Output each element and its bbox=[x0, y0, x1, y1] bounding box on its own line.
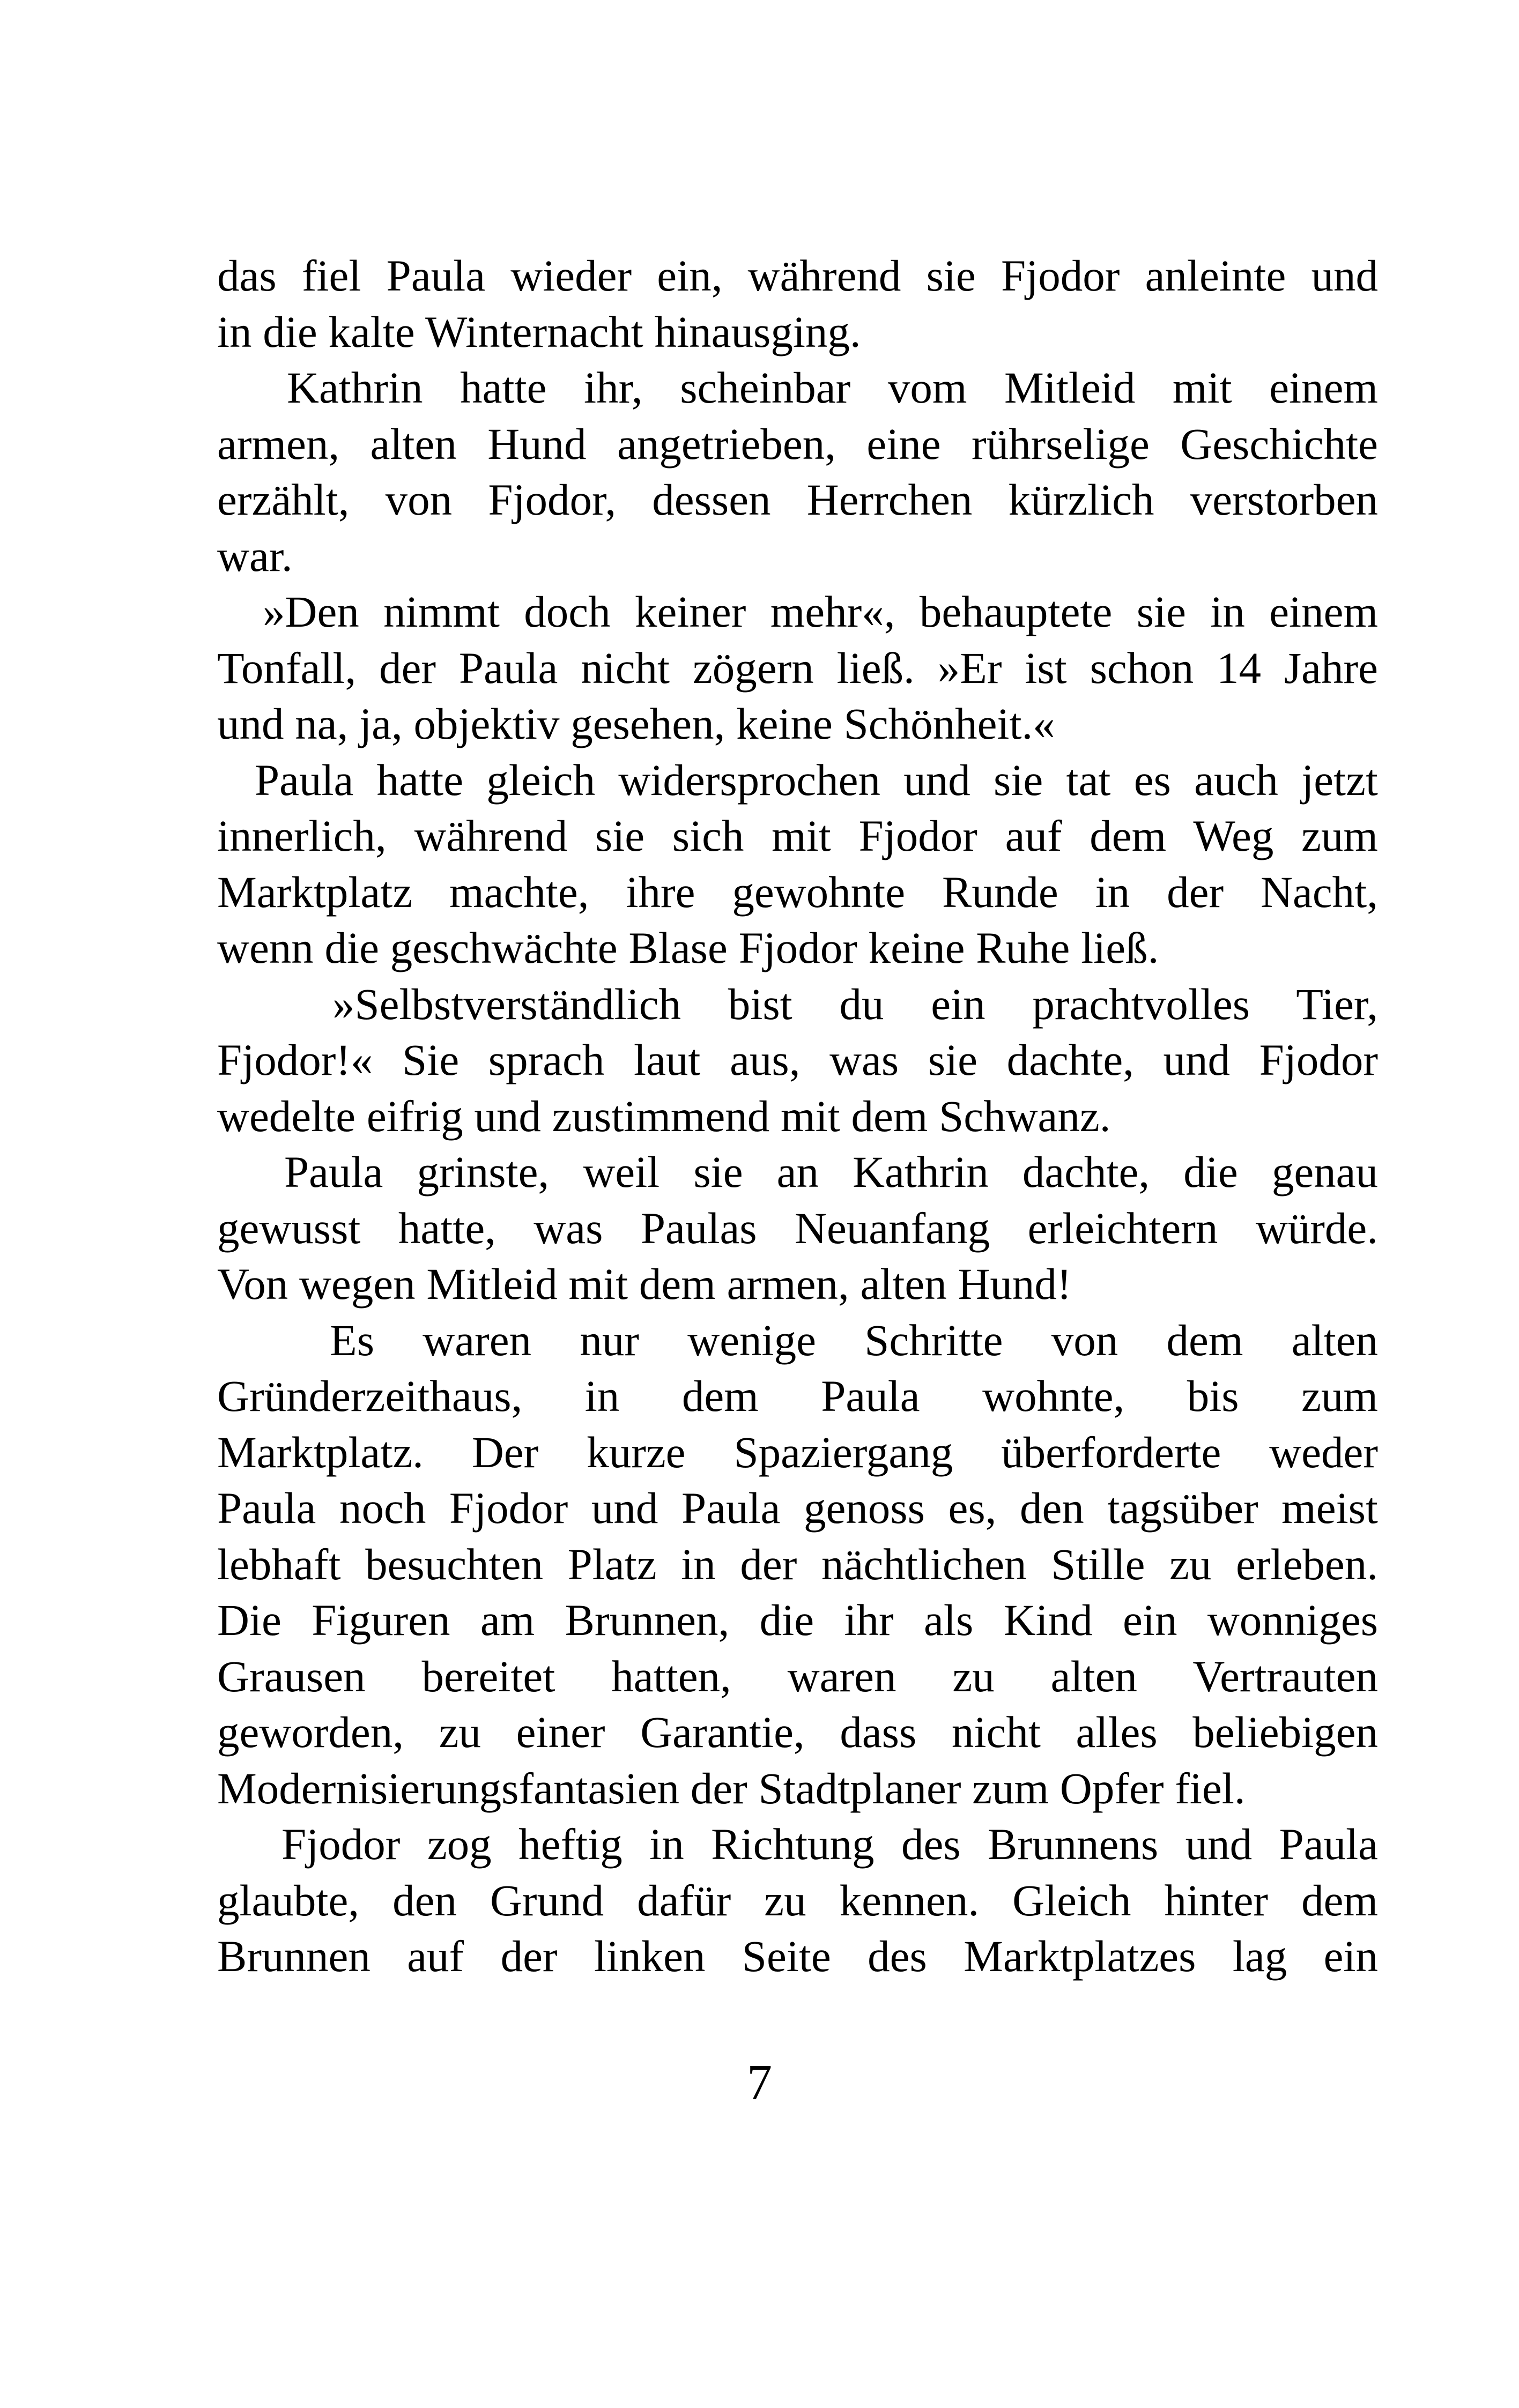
text-line: wenn die geschwächte Blase Fjodor keine Ruhe ließ. bbox=[217, 923, 1159, 972]
body-text bbox=[217, 248, 1378, 1985]
text-line: in die kalte Winternacht hinausging. bbox=[217, 307, 861, 356]
text-line: Modernisierungsfantasien der Stadtplaner zum Opfer fiel. bbox=[217, 1763, 1246, 1813]
text-line: Fjodor zog heftig in Richtung des Brunnens und Paula bbox=[281, 1819, 1378, 1869]
text-line: geworden, zu einer Garantie, dass nicht alles beliebigen bbox=[217, 1707, 1378, 1757]
text-line: Paula hatte gleich widersprochen und sie tat es auch jetzt bbox=[255, 755, 1378, 805]
text-line: Brunnen auf der linken Seite des Marktplatzes lag ein bbox=[217, 1931, 1378, 1981]
page-number: 7 bbox=[747, 2055, 772, 2110]
text-line: erzählt, von Fjodor, dessen Herrchen kürzlich verstorben bbox=[217, 475, 1378, 524]
text-line: wedelte eifrig und zustimmend mit dem Schwanz. bbox=[217, 1091, 1111, 1141]
text-line: Tonfall, der Paula nicht zögern ließ. »Er ist schon 14 Jahre bbox=[217, 643, 1378, 693]
text-line: innerlich, während sie sich mit Fjodor auf dem Weg zum bbox=[217, 811, 1378, 860]
text-line: war. bbox=[217, 531, 293, 581]
text-line: Kathrin hatte ihr, scheinbar vom Mitleid mit einem bbox=[287, 363, 1378, 412]
text-line: Fjodor!« Sie sprach laut aus, was sie dachte, und Fjodor bbox=[217, 1035, 1378, 1084]
text-line: armen, alten Hund angetrieben, eine rührselige Geschichte bbox=[217, 419, 1378, 469]
text-line: Marktplatz. Der kurze Spaziergang überforderte weder bbox=[217, 1427, 1378, 1477]
text-line: das fiel Paula wieder ein, während sie Fjodor anleinte und bbox=[217, 251, 1378, 300]
text-line: Marktplatz machte, ihre gewohnte Runde in der Nacht, bbox=[217, 867, 1378, 917]
text-line: Von wegen Mitleid mit dem armen, alten Hund! bbox=[217, 1259, 1072, 1309]
text-line: Die Figuren am Brunnen, die ihr als Kind ein wonniges bbox=[217, 1595, 1378, 1645]
text-line: und na, ja, objektiv gesehen, keine Schönheit.« bbox=[217, 699, 1055, 748]
text-line: lebhaft besuchten Platz in der nächtlichen Stille zu erleben. bbox=[217, 1539, 1378, 1589]
text-line: »Selbstverständlich bist du ein prachtvolles Tier, bbox=[332, 979, 1378, 1029]
text-line: Es waren nur wenige Schritte von dem alten bbox=[330, 1315, 1378, 1365]
text-line: glaubte, den Grund dafür zu kennen. Gleich hinter dem bbox=[217, 1875, 1378, 1925]
text-line: Paula noch Fjodor und Paula genoss es, den tagsüber meist bbox=[217, 1483, 1378, 1533]
text-line: Grausen bereitet hatten, waren zu alten Vertrauten bbox=[217, 1651, 1378, 1701]
text-line: Gründerzeithaus, in dem Paula wohnte, bis zum bbox=[217, 1371, 1378, 1421]
text-line: gewusst hatte, was Paulas Neuanfang erleichtern würde. bbox=[217, 1203, 1378, 1253]
text-line: Paula grinste, weil sie an Kathrin dachte, die genau bbox=[284, 1147, 1378, 1196]
text-line: »Den nimmt doch keiner mehr«, behauptete sie in einem bbox=[263, 587, 1378, 636]
